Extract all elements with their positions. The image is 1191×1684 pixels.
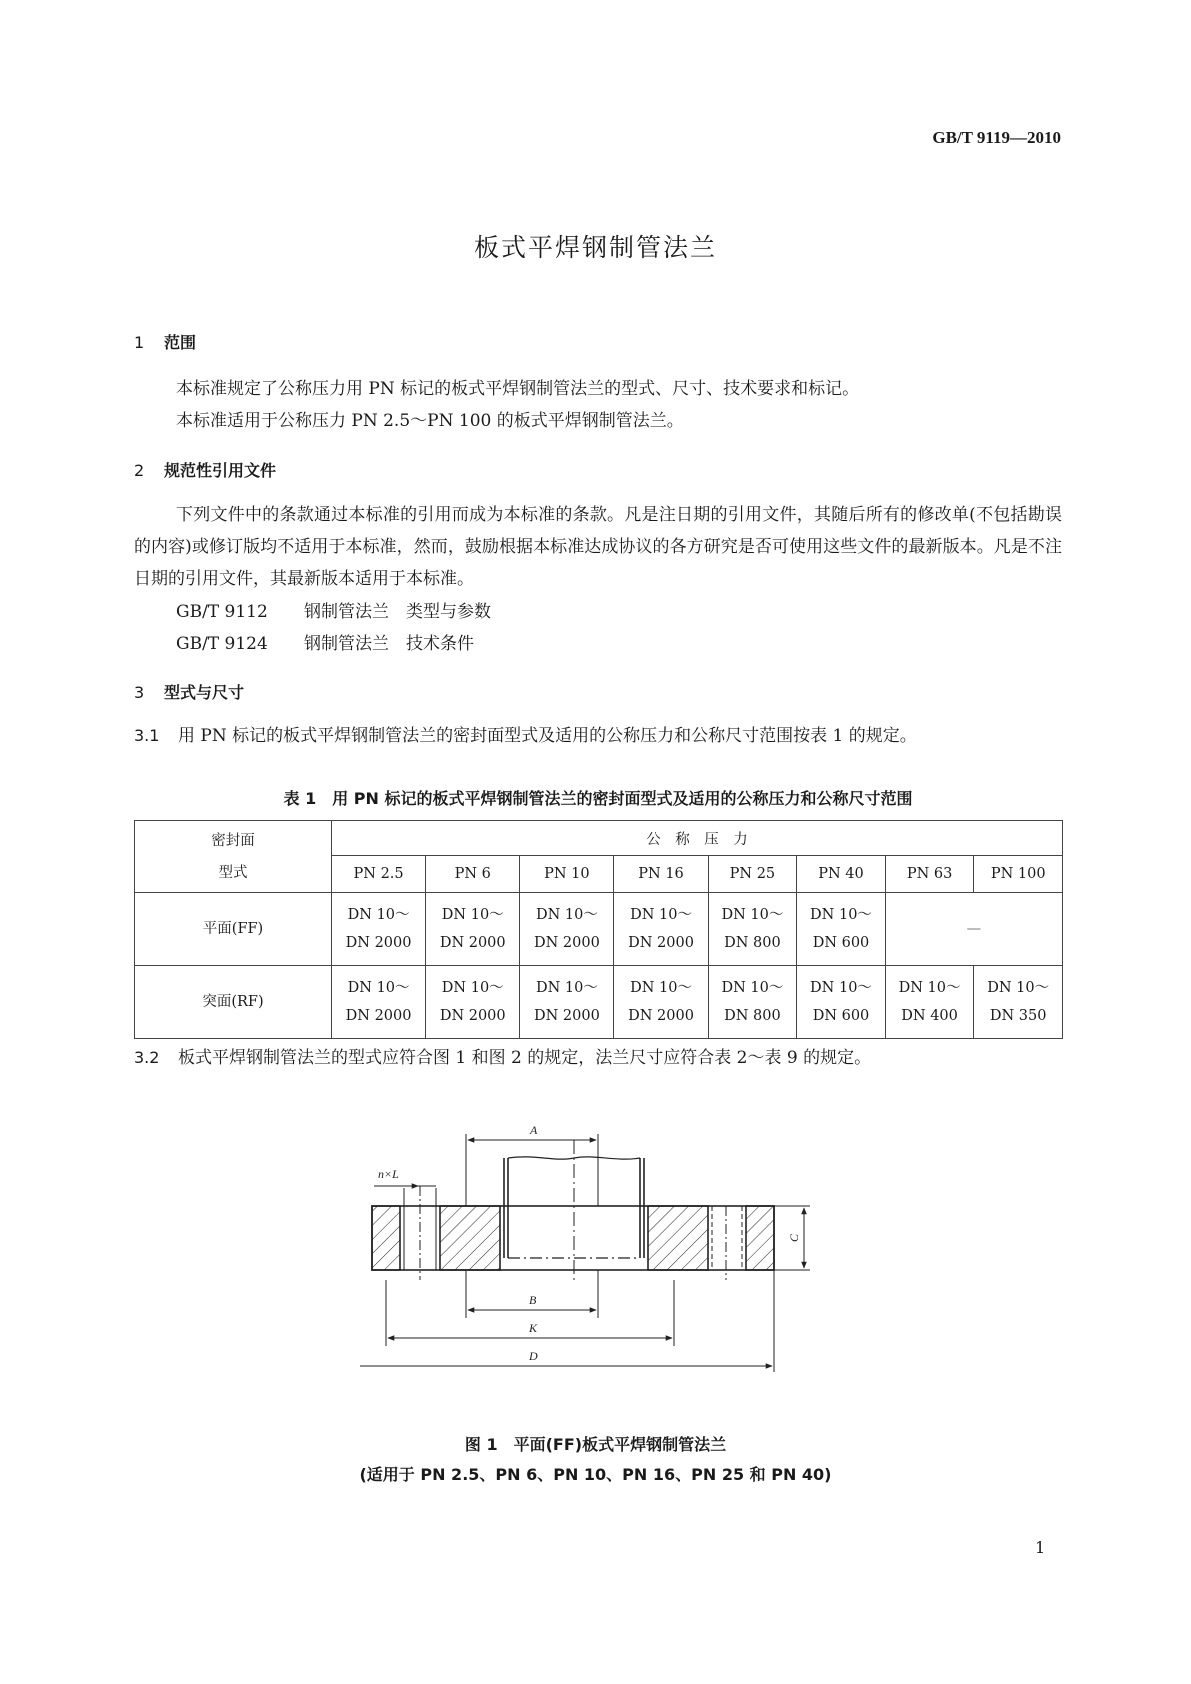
figure-1-subcaption: (适用于 PN 2.5、PN 6、PN 10、PN 16、PN 25 和 PN 40) (359, 1465, 832, 1484)
section-title: 型式与尺寸 (164, 683, 245, 702)
cell-line: DN 10～ (721, 907, 784, 923)
column-header: PN 40 (797, 856, 886, 893)
flange-outline (372, 1206, 774, 1270)
cell-line: DN 10～ (721, 980, 784, 996)
label-c: C (787, 1233, 801, 1242)
column-header: PN 16 (614, 856, 708, 893)
column-header: PN 25 (708, 856, 797, 893)
section-3-heading (134, 680, 244, 703)
cell-line: DN 10～ (535, 980, 598, 996)
table-cell (885, 966, 974, 1039)
cell-line: DN 10～ (987, 980, 1050, 996)
column-header: PN 10 (520, 856, 614, 893)
table-cell (974, 966, 1063, 1039)
cell-line: DN 10～ (898, 980, 961, 996)
paragraph: 本标准适用于公称压力 PN 2.5～PN 100 的板式平焊钢制管法兰。 (176, 411, 684, 431)
cell-line: DN 10～ (441, 907, 504, 923)
clause-3-2 (134, 1042, 1062, 1074)
cell-line: DN 10～ (347, 980, 410, 996)
flange-section-hatch (648, 1206, 708, 1270)
section-2-heading (134, 458, 276, 481)
table-cell (614, 893, 708, 966)
table-cell (332, 893, 426, 966)
cell-line: DN 2000 (533, 1008, 600, 1024)
table-cell (426, 893, 520, 966)
reference-code: GB/T 9124 (176, 634, 268, 654)
normative-reference (176, 629, 474, 654)
reference-title: 钢制管法兰 技术条件 (304, 634, 474, 654)
cell-line: DN 10～ (441, 980, 504, 996)
table-row (135, 893, 1063, 966)
cell-line: DN 10～ (810, 907, 872, 923)
paragraph: 下列文件中的条款通过本标准的引用而成为本标准的条款。凡是注日期的引用文件，其随后所有的修改单(不包括勘误的内容)或修订版均不适用于本标准，然而，鼓励根据本标准达成协议的各方研究是否可使用这些文件的最新版本。凡是不注日期的引用文件，其最新版本适用于本标准。 (134, 505, 1062, 589)
cell-line: DN 2000 (439, 935, 506, 951)
cell-line: DN 10～ (630, 980, 692, 996)
paragraph: 本标准规定了公称压力用 PN 标记的板式平焊钢制管法兰的型式、尺寸、技术要求和标记。 (176, 379, 860, 399)
table-1-caption: 表 1 用 PN 标记的板式平焊钢制管法兰的密封面型式及适用的公称压力和公称尺寸范围 (283, 789, 913, 808)
label-n-x-l: n×L (378, 1167, 399, 1181)
clause-3-1 (134, 720, 1062, 752)
cell-line: DN 10～ (535, 907, 598, 923)
cell-line: DN 800 (724, 935, 781, 951)
clause-number: 3.1 (134, 726, 160, 745)
cell-line: DN 10～ (810, 980, 872, 996)
header-text: 型式 (218, 864, 248, 881)
cell-line: DN 600 (812, 935, 870, 951)
cell-line: DN 2000 (439, 1008, 506, 1024)
label-d: D (529, 1349, 538, 1363)
reference-code: GB/T 9112 (176, 602, 268, 622)
table-cell (797, 966, 886, 1039)
normative-reference (176, 597, 491, 622)
column-header: PN 2.5 (332, 856, 426, 893)
section-number: 3 (134, 683, 145, 702)
flange-section-hatch (372, 1206, 400, 1270)
flange-section-hatch (440, 1206, 500, 1270)
reference-title: 钢制管法兰 类型与参数 (304, 602, 491, 622)
header-text: 密封面 (211, 832, 255, 849)
table-cell (520, 893, 614, 966)
cell-line: DN 10～ (630, 907, 692, 923)
cell-line: DN 600 (812, 1008, 870, 1024)
table-cell (708, 966, 797, 1039)
row-label: 平面(FF) (135, 893, 332, 966)
cell-line: DN 800 (724, 1008, 781, 1024)
label-k: K (529, 1321, 538, 1335)
table-cell (520, 966, 614, 1039)
section-number: 2 (134, 461, 145, 480)
standard-code: GB/T 9119—2010 (932, 128, 1061, 147)
label-a: A (530, 1123, 538, 1137)
cell-line: DN 350 (989, 1008, 1047, 1024)
cell-line: DN 10～ (347, 907, 410, 923)
table-cell (332, 966, 426, 1039)
label-b: B (529, 1293, 537, 1307)
table-cell (426, 966, 520, 1039)
table-cell (797, 893, 886, 966)
cell-line: DN 400 (901, 1008, 958, 1024)
cell-line: DN 2000 (345, 935, 412, 951)
clause-text: 板式平焊钢制管法兰的型式应符合图 1 和图 2 的规定，法兰尺寸应符合表 2～表 9 的规定。 (178, 1048, 872, 1068)
table-cell (708, 893, 797, 966)
section-number: 1 (134, 333, 145, 352)
cell-line: DN 2000 (533, 935, 600, 951)
cell-line: DN 2000 (628, 935, 694, 951)
column-header: PN 100 (974, 856, 1063, 893)
column-header: PN 6 (426, 856, 520, 893)
row-label: 突面(RF) (135, 966, 332, 1039)
section-title: 规范性引用文件 (164, 461, 277, 480)
table-cell (614, 966, 708, 1039)
page-number: 1 (1035, 1538, 1046, 1557)
table-row (135, 966, 1063, 1039)
clause-number: 3.2 (134, 1048, 160, 1067)
figure-1-drawing (360, 1110, 840, 1400)
cell-line: DN 2000 (345, 1008, 412, 1024)
section-1-heading (134, 330, 196, 353)
header-seal-type (135, 821, 332, 893)
header-nominal-pressure: 公 称 压 力 (332, 821, 1063, 856)
section-title: 范围 (164, 333, 197, 352)
column-header: PN 63 (885, 856, 974, 893)
document-title: 板式平焊钢制管法兰 (473, 233, 717, 262)
figure-1-caption: 图 1 平面(FF)板式平焊钢制管法兰 (464, 1435, 727, 1454)
table-cell-na: — (885, 893, 1062, 966)
cell-line: DN 2000 (628, 1008, 694, 1024)
clause-text: 用 PN 标记的板式平焊钢制管法兰的密封面型式及适用的公称压力和公称尺寸范围按表 1 的规定。 (178, 726, 917, 746)
table-1 (134, 820, 1063, 1039)
flange-section-hatch (746, 1206, 774, 1270)
